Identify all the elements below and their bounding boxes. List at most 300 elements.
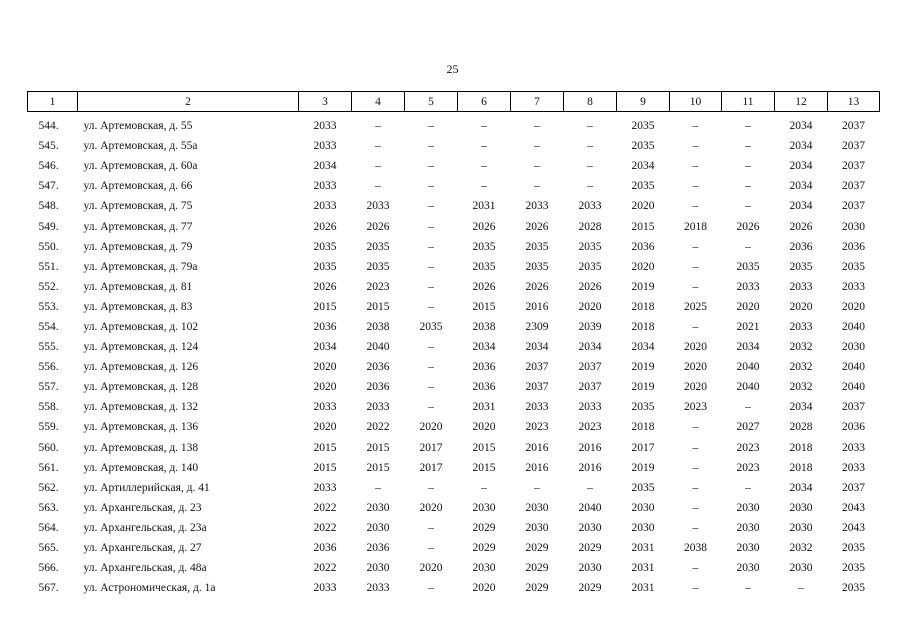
cell-col-3: 2035	[313, 240, 337, 253]
cell-col-7: 2026	[525, 280, 549, 293]
table-row	[28, 257, 880, 277]
cell-row-number: 559.	[38, 421, 59, 434]
cell-col-5: 2020	[419, 562, 443, 575]
cell-col-13: 2035	[842, 582, 865, 595]
cell-address: ул. Артемовская, д. 79	[83, 240, 193, 253]
cell-col-12: 2032	[789, 542, 813, 555]
cell-col-10: –	[692, 320, 699, 333]
cell-col-8: 2016	[578, 441, 602, 454]
cell-col-9: 2035	[631, 481, 655, 494]
cell-col-9: 2019	[631, 280, 655, 293]
cell-col-8: 2040	[578, 501, 602, 514]
cell-col-8: 2029	[578, 542, 602, 555]
cell-col-10: –	[692, 421, 699, 434]
cell-col-13: 2033	[842, 441, 865, 454]
table-header	[28, 92, 880, 112]
cell-col-12: 2020	[789, 300, 813, 313]
cell-col-13: 2037	[842, 481, 865, 494]
cell-col-3: 2036	[313, 320, 337, 333]
cell-col-10: –	[692, 521, 699, 534]
cell-col-9: 2036	[631, 240, 655, 253]
cell-col-8: 2028	[578, 220, 602, 233]
cell-col-6: 2020	[472, 582, 496, 595]
cell-col-8: 2033	[578, 401, 602, 414]
cell-col-5: –	[428, 160, 434, 173]
cell-row-number: 544.	[38, 120, 59, 133]
cell-col-8: 2037	[578, 361, 602, 374]
cell-address: ул. Артемовская, д. 83	[83, 300, 193, 313]
cell-col-11: 2020	[736, 300, 760, 313]
table-row	[28, 196, 880, 216]
cell-col-12: 2030	[789, 501, 813, 514]
cell-address: ул. Артемовская, д. 140	[83, 461, 199, 474]
table-row	[28, 538, 880, 558]
cell-col-10: 2025	[684, 300, 707, 313]
cell-col-8: 2023	[578, 421, 602, 434]
cell-row-number: 560.	[38, 441, 59, 454]
header-row	[28, 92, 880, 112]
cell-col-4: 2036	[366, 381, 390, 394]
cell-col-11: 2040	[736, 381, 760, 394]
cell-col-4: –	[375, 481, 381, 494]
cell-col-9: 2030	[631, 501, 655, 514]
cell-col-5: –	[428, 300, 434, 313]
cell-col-12: 2028	[789, 421, 813, 434]
cell-col-7: 2034	[525, 341, 549, 354]
cell-col-11: 2030	[736, 562, 760, 575]
cell-row-number: 563.	[38, 501, 59, 514]
cell-col-13: 2040	[842, 361, 865, 374]
cell-address: ул. Архангельская, д. 23	[83, 501, 202, 514]
table-row	[28, 417, 880, 437]
cell-address: ул. Архангельская, д. 48а	[83, 562, 207, 575]
cell-col-8: 2035	[578, 240, 602, 253]
cell-col-9: 2031	[631, 582, 655, 595]
cell-col-10: 2020	[684, 381, 707, 394]
cell-col-10: 2023	[684, 401, 707, 414]
cell-col-12: 2018	[789, 441, 813, 454]
cell-col-12: 2026	[789, 220, 813, 233]
cell-col-3: 2033	[313, 401, 337, 414]
table-row	[28, 438, 880, 458]
cell-col-4: –	[375, 160, 381, 173]
table-body	[28, 112, 880, 599]
cell-col-5: –	[428, 481, 434, 494]
cell-col-6: –	[481, 140, 487, 153]
cell-col-13: 2035	[842, 562, 865, 575]
table-row	[28, 337, 880, 357]
cell-row-number: 552.	[38, 280, 59, 293]
cell-col-4: 2033	[366, 582, 390, 595]
cell-col-11: 2035	[736, 260, 760, 273]
cell-col-5: –	[428, 140, 434, 153]
cell-col-5: –	[428, 120, 434, 133]
cell-col-12: –	[798, 582, 804, 595]
cell-col-12: 2034	[789, 140, 813, 153]
cell-col-5: –	[428, 180, 434, 193]
cell-row-number: 545.	[38, 140, 59, 153]
cell-col-11: 2023	[736, 461, 760, 474]
cell-col-8: 2020	[578, 300, 602, 313]
cell-col-9: 2020	[631, 200, 655, 213]
cell-col-13: 2020	[842, 300, 865, 313]
cell-col-7: 2029	[525, 542, 549, 555]
cell-col-11: 2030	[736, 542, 760, 555]
cell-col-11: 2030	[736, 521, 760, 534]
cell-col-12: 2034	[789, 160, 813, 173]
table-row	[28, 397, 880, 417]
column-header: 10	[670, 92, 722, 112]
cell-address: ул. Артемовская, д. 75	[83, 200, 193, 213]
cell-col-10: –	[692, 140, 699, 153]
cell-address: ул. Артемовская, д. 60а	[83, 160, 198, 173]
cell-col-12: 2030	[789, 521, 813, 534]
cell-col-3: 2034	[313, 341, 337, 354]
cell-col-4: 2026	[366, 220, 390, 233]
cell-col-9: 2031	[631, 562, 655, 575]
cell-col-6: 2035	[472, 260, 496, 273]
table-row	[28, 357, 880, 377]
cell-col-7: 2016	[525, 461, 549, 474]
cell-col-10: –	[692, 501, 699, 514]
cell-col-8: 2037	[578, 381, 602, 394]
cell-col-6: –	[481, 180, 487, 193]
cell-row-number: 561.	[38, 461, 59, 474]
cell-col-9: 2035	[631, 120, 655, 133]
cell-address: ул. Артиллерийская, д. 41	[83, 481, 210, 494]
table-row	[28, 216, 880, 236]
column-header: 12	[775, 92, 828, 112]
table-row	[28, 297, 880, 317]
cell-row-number: 558.	[38, 401, 59, 414]
cell-col-10: –	[692, 441, 699, 454]
cell-col-11: 2026	[736, 220, 760, 233]
cell-col-6: 2031	[472, 200, 496, 213]
cell-col-5: –	[428, 542, 434, 555]
cell-col-5: –	[428, 401, 434, 414]
cell-col-4: –	[375, 120, 381, 133]
cell-address: ул. Архангельская, д. 27	[83, 542, 202, 555]
cell-col-11: –	[745, 481, 751, 494]
cell-col-3: 2015	[313, 300, 337, 313]
cell-col-8: 2033	[578, 200, 602, 213]
cell-col-13: 2037	[842, 180, 865, 193]
cell-col-13: 2037	[842, 200, 865, 213]
cell-col-9: 2035	[631, 180, 655, 193]
cell-col-4: 2023	[366, 280, 390, 293]
cell-col-13: 2037	[842, 401, 865, 414]
cell-col-13: 2040	[842, 381, 865, 394]
cell-col-10: –	[692, 481, 699, 494]
cell-col-11: 2033	[736, 280, 760, 293]
cell-col-9: 2030	[631, 521, 655, 534]
cell-col-3: 2033	[313, 200, 337, 213]
cell-col-4: 2022	[366, 421, 390, 434]
column-header: 7	[511, 92, 564, 112]
table-row	[28, 377, 880, 397]
cell-col-5: –	[428, 240, 434, 253]
cell-row-number: 557.	[38, 381, 59, 394]
cell-col-3: 2020	[313, 361, 337, 374]
table-row	[28, 176, 880, 196]
cell-col-12: 2032	[789, 361, 813, 374]
cell-col-4: 2033	[366, 401, 390, 414]
cell-col-7: –	[534, 120, 540, 133]
cell-col-4: 2030	[366, 521, 390, 534]
cell-col-11: –	[745, 582, 751, 595]
cell-col-7: 2309	[525, 320, 549, 333]
column-header: 6	[458, 92, 511, 112]
cell-col-12: 2035	[789, 260, 813, 273]
cell-col-6: 2036	[472, 381, 496, 394]
cell-address: ул. Артемовская, д. 102	[83, 320, 199, 333]
cell-col-9: 2019	[631, 461, 655, 474]
cell-col-6: 2026	[472, 220, 496, 233]
cell-col-7: 2030	[525, 521, 549, 534]
column-header: 13	[828, 92, 880, 112]
cell-col-7: 2030	[525, 501, 549, 514]
cell-row-number: 547.	[38, 180, 59, 193]
cell-col-3: 2015	[313, 461, 337, 474]
cell-row-number: 551.	[38, 260, 59, 273]
cell-col-12: 2032	[789, 381, 813, 394]
table-row	[28, 156, 880, 176]
table-row	[28, 478, 880, 498]
cell-address: ул. Артемовская, д. 77	[83, 220, 193, 233]
table-row	[28, 317, 880, 337]
cell-address: ул. Артемовская, д. 138	[83, 441, 199, 454]
cell-col-5: –	[428, 220, 434, 233]
cell-col-6: 2026	[472, 280, 496, 293]
cell-col-10: –	[692, 200, 699, 213]
cell-address: ул. Астрономическая, д. 1а	[83, 582, 216, 595]
column-header: 11	[722, 92, 775, 112]
cell-col-6: 2034	[472, 341, 496, 354]
cell-col-3: 2033	[313, 140, 337, 153]
column-header: 3	[299, 92, 352, 112]
cell-col-13: 2033	[842, 280, 865, 293]
cell-col-10: –	[692, 582, 699, 595]
cell-col-8: –	[587, 140, 593, 153]
cell-col-4: 2030	[366, 562, 390, 575]
cell-address: ул. Артемовская, д. 124	[83, 341, 199, 354]
cell-col-7: 2035	[525, 240, 549, 253]
table-row	[28, 518, 880, 538]
cell-col-11: –	[745, 160, 751, 173]
cell-col-11: –	[745, 120, 751, 133]
cell-row-number: 546.	[38, 160, 59, 173]
cell-col-11: 2023	[736, 441, 760, 454]
table-row	[28, 237, 880, 257]
cell-col-9: 2018	[631, 320, 655, 333]
cell-col-13: 2040	[842, 320, 865, 333]
cell-col-6: 2036	[472, 361, 496, 374]
cell-col-8: 2035	[578, 260, 602, 273]
cell-col-11: 2030	[736, 501, 760, 514]
cell-col-5: 2035	[419, 320, 443, 333]
cell-row-number: 550.	[38, 240, 59, 253]
cell-row-number: 549.	[38, 220, 59, 233]
column-header: 2	[78, 92, 299, 112]
column-header: 4	[352, 92, 405, 112]
cell-col-6: 2035	[472, 240, 496, 253]
cell-address: ул. Артемовская, д. 132	[83, 401, 199, 414]
cell-col-13: 2037	[842, 160, 865, 173]
cell-col-12: 2034	[789, 120, 813, 133]
cell-address: ул. Артемовская, д. 126	[83, 361, 199, 374]
cell-col-7: 2037	[525, 361, 549, 374]
cell-col-6: 2038	[472, 320, 496, 333]
cell-col-5: –	[428, 361, 434, 374]
cell-col-5: 2020	[419, 421, 443, 434]
cell-col-12: 2018	[789, 461, 813, 474]
cell-col-8: 2030	[578, 521, 602, 534]
cell-col-10: –	[692, 562, 699, 575]
cell-col-11: –	[745, 401, 751, 414]
cell-col-3: 2033	[313, 481, 337, 494]
cell-col-11: 2040	[736, 361, 760, 374]
cell-col-4: 2038	[366, 320, 390, 333]
table-row	[28, 277, 880, 297]
cell-col-11: –	[745, 180, 751, 193]
cell-col-12: 2034	[789, 401, 813, 414]
cell-col-12: 2033	[789, 280, 813, 293]
cell-col-10: –	[692, 260, 699, 273]
cell-col-10: 2020	[684, 361, 707, 374]
cell-col-3: 2033	[313, 120, 337, 133]
cell-col-6: 2030	[472, 562, 496, 575]
cell-col-9: 2018	[631, 421, 655, 434]
cell-col-10: –	[692, 180, 699, 193]
cell-col-12: 2032	[789, 341, 813, 354]
cell-address: ул. Артемовская, д. 79а	[83, 260, 198, 273]
cell-col-6: –	[481, 481, 487, 494]
cell-col-10: –	[692, 120, 699, 133]
cell-col-6: 2015	[472, 461, 496, 474]
cell-col-9: 2019	[631, 361, 655, 374]
cell-col-4: 2040	[366, 341, 390, 354]
cell-col-5: –	[428, 260, 434, 273]
cell-col-12: 2034	[789, 481, 813, 494]
cell-col-6: 2031	[472, 401, 496, 414]
table-row	[28, 558, 880, 578]
cell-col-9: 2019	[631, 381, 655, 394]
cell-row-number: 555.	[38, 341, 59, 354]
cell-col-5: –	[428, 582, 434, 595]
cell-row-number: 566.	[38, 562, 59, 575]
cell-col-13: 2035	[842, 260, 865, 273]
cell-col-5: 2020	[419, 501, 443, 514]
cell-col-7: 2026	[525, 220, 549, 233]
cell-col-12: 2034	[789, 180, 813, 193]
cell-col-8: –	[587, 160, 593, 173]
table-row	[28, 578, 880, 598]
cell-col-4: –	[375, 140, 381, 153]
cell-col-8: 2034	[578, 341, 602, 354]
cell-col-6: 2029	[472, 542, 496, 555]
table-row	[28, 136, 880, 156]
cell-col-10: –	[692, 280, 699, 293]
cell-col-3: 2022	[313, 521, 337, 534]
table-row	[28, 112, 880, 137]
cell-col-8: 2030	[578, 562, 602, 575]
cell-col-6: –	[481, 120, 487, 133]
cell-col-7: 2023	[525, 421, 549, 434]
cell-col-9: 2034	[631, 160, 655, 173]
cell-col-7: –	[534, 160, 540, 173]
cell-col-6: 2020	[472, 421, 496, 434]
cell-row-number: 565.	[38, 542, 59, 555]
cell-col-7: 2016	[525, 300, 549, 313]
cell-col-9: 2031	[631, 542, 655, 555]
cell-col-5: 2017	[419, 461, 443, 474]
cell-col-3: 2020	[313, 421, 337, 434]
cell-col-8: 2016	[578, 461, 602, 474]
cell-col-3: 2020	[313, 381, 337, 394]
cell-col-3: 2035	[313, 260, 337, 273]
cell-col-13: 2033	[842, 461, 865, 474]
cell-address: ул. Артемовская, д. 128	[83, 381, 199, 394]
cell-col-10: –	[692, 240, 699, 253]
cell-col-10: 2038	[684, 542, 707, 555]
cell-col-7: –	[534, 180, 540, 193]
cell-col-4: 2036	[366, 361, 390, 374]
cell-col-3: 2026	[313, 280, 337, 293]
cell-row-number: 554.	[38, 320, 59, 333]
cell-col-5: –	[428, 280, 434, 293]
cell-row-number: 562.	[38, 481, 59, 494]
cell-col-10: 2020	[684, 341, 707, 354]
cell-col-4: 2015	[366, 300, 390, 313]
cell-col-3: 2022	[313, 562, 337, 575]
cell-col-11: –	[745, 140, 751, 153]
column-header: 5	[405, 92, 458, 112]
column-header: 8	[564, 92, 617, 112]
cell-col-13: 2030	[842, 341, 865, 354]
cell-col-7: –	[534, 481, 540, 494]
cell-address: ул. Артемовская, д. 55	[83, 120, 193, 133]
cell-col-5: –	[428, 341, 434, 354]
cell-row-number: 553.	[38, 300, 59, 313]
cell-col-13: 2037	[842, 120, 865, 133]
cell-row-number: 564.	[38, 521, 59, 534]
cell-col-4: –	[375, 180, 381, 193]
cell-col-7: 2033	[525, 200, 549, 213]
cell-col-8: 2029	[578, 582, 602, 595]
cell-col-12: 2030	[789, 562, 813, 575]
cell-col-5: 2017	[419, 441, 443, 454]
cell-col-7: 2016	[525, 441, 549, 454]
schedule-table	[27, 91, 880, 598]
cell-col-5: –	[428, 381, 434, 394]
cell-col-9: 2017	[631, 441, 655, 454]
cell-col-3: 2022	[313, 501, 337, 514]
cell-row-number: 556.	[38, 361, 59, 374]
cell-row-number: 567.	[38, 582, 59, 595]
cell-col-6: –	[481, 160, 487, 173]
cell-col-7: 2035	[525, 260, 549, 273]
cell-col-13: 2035	[842, 542, 865, 555]
cell-col-13: 2036	[842, 240, 865, 253]
cell-col-8: 2039	[578, 320, 602, 333]
cell-col-4: 2035	[366, 260, 390, 273]
cell-address: ул. Артемовская, д. 55а	[83, 140, 198, 153]
cell-col-7: –	[534, 140, 540, 153]
cell-col-8: –	[587, 180, 593, 193]
cell-col-13: 2036	[842, 421, 865, 434]
cell-col-4: 2035	[366, 240, 390, 253]
cell-col-6: 2015	[472, 441, 496, 454]
